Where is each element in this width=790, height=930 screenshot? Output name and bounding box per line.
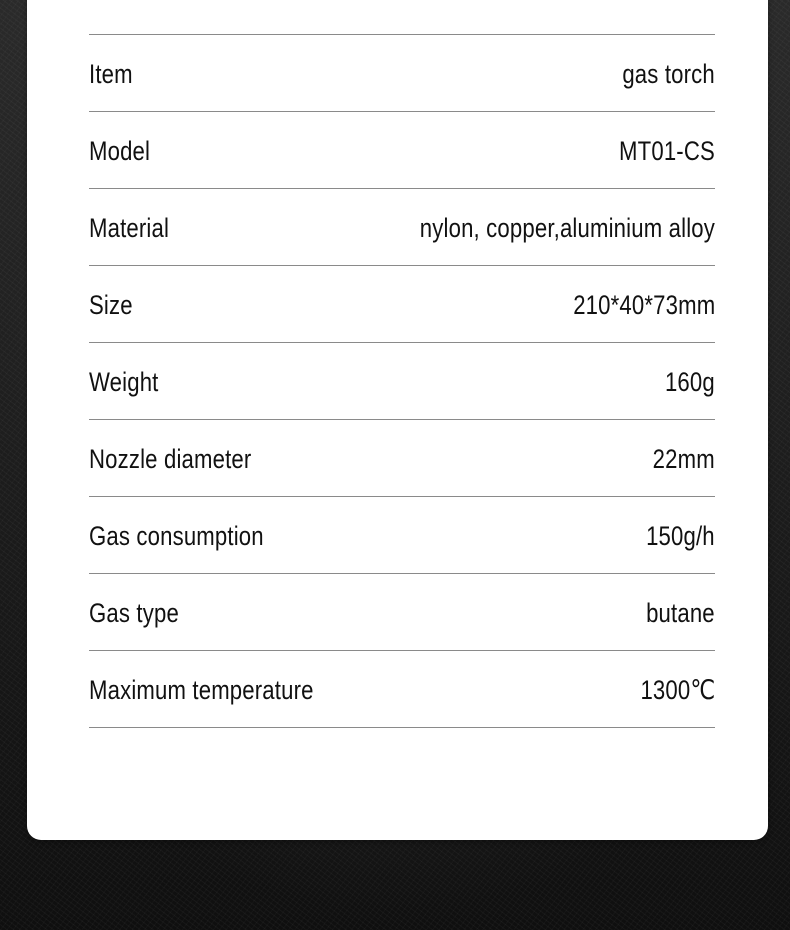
spec-value: 22mm (652, 444, 715, 474)
spec-card (27, 0, 768, 840)
spec-value: 160g (665, 367, 715, 397)
spec-row-model (89, 112, 715, 189)
spec-label: Gas type (89, 598, 179, 628)
spec-value: 1300℃ (640, 675, 715, 705)
spec-label: Size (89, 290, 133, 320)
spec-row-weight (89, 343, 715, 420)
spec-row-maximum-temperature (89, 651, 715, 728)
spec-value: nylon, copper,aluminium alloy (419, 213, 715, 243)
spec-label: Weight (89, 367, 159, 397)
spec-row-gas-consumption (89, 497, 715, 574)
spec-value: 210*40*73mm (572, 290, 715, 320)
spec-value: MT01-CS (619, 136, 715, 166)
spec-row-gas-type (89, 574, 715, 651)
spec-label: Nozzle diameter (89, 444, 252, 474)
spec-value: butane (646, 598, 715, 628)
spec-value: gas torch (622, 59, 715, 89)
spec-row-nozzle-diameter (89, 420, 715, 497)
spec-row-material (89, 189, 715, 266)
spec-value: 150g/h (646, 521, 715, 551)
spec-label: Material (89, 213, 170, 243)
spec-row-size (89, 266, 715, 343)
spec-label: Item (89, 59, 133, 89)
spec-table (89, 34, 715, 728)
spec-label: Maximum temperature (89, 675, 314, 705)
spec-label: Model (89, 136, 151, 166)
spec-label: Gas consumption (89, 521, 264, 551)
spec-row-item (89, 35, 715, 112)
